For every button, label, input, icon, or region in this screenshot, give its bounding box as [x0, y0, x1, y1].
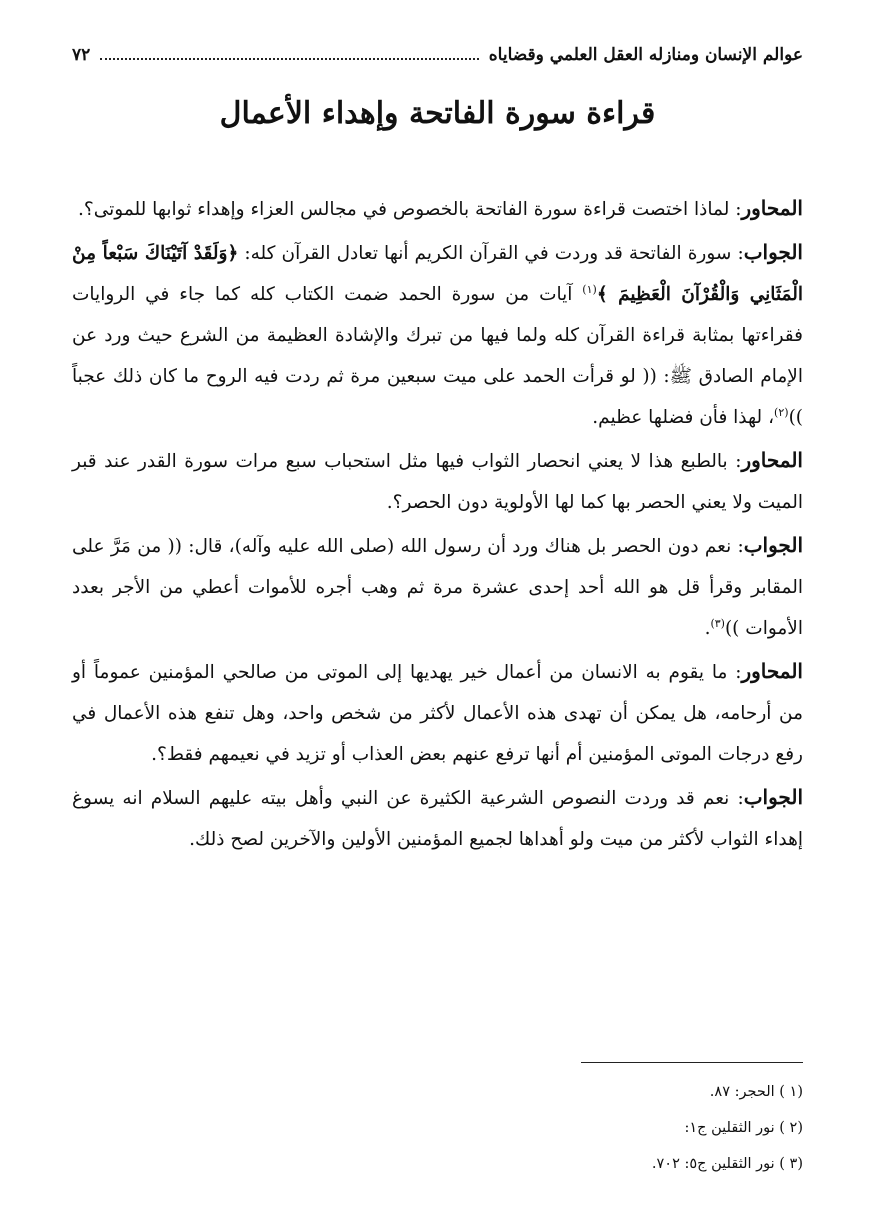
paragraph-question-2 [72, 440, 803, 523]
speaker-label: المحاور [741, 659, 803, 683]
footnote-3: (٣ ) نور الثقلين ج٥: ٧٠٢. [651, 1156, 803, 1172]
body-text [72, 188, 803, 862]
paragraph-text: آيات من سورة الحمد ضمت الكتاب كله كما جاء في الروايات فقراءتها بمثابة قراءة القرآن كله ولما فيها من تبرك والإشادة العظيمة من الشرع حيث ورد عن الإمام الصادق ﷺ: (( لو قرأت الحمد على ميت سبعين مرة ثم ردت فيه الروح ما كان ذلك عجباً )) [72, 284, 803, 428]
paragraph-text: : نعم دون الحصر بل هناك ورد أن رسول الله (صلى الله عليه وآله)، قال: (( من مَرَّ على المقابر وقرأ قل هو الله أحد إحدى عشرة مرة ثم وهب أجره للأموات أعطي من الأجر بعدد الأموات )) [72, 536, 803, 639]
paragraph-question-1 [72, 188, 803, 230]
paragraph-text: : لماذا اختصت قراءة سورة الفاتحة بالخصوص في مجالس العزاء وإهداء ثوابها للموتى؟. [78, 199, 742, 220]
footnote-ref: (٢) [774, 405, 789, 419]
footnote-ref: (١) [582, 282, 597, 296]
paragraph-answer-1 [72, 232, 803, 438]
paragraph-text: : نعم قد وردت النصوص الشرعية الكثيرة عن النبي وأهل بيته عليهم السلام انه يسوغ إهداء الثواب لأكثر من ميت ولو أهداها لجميع المؤمنين الأولين والآخرين لصح ذلك. [72, 788, 803, 850]
paragraph-text: : سورة الفاتحة قد وردت في القرآن الكريم أنها تعادل القرآن كله: [238, 243, 744, 264]
footnote-separator [581, 1062, 803, 1063]
running-header [72, 38, 803, 72]
speaker-label: المحاور [741, 448, 803, 472]
footnote-2: (٢ ) نور الثقلين ج١: [684, 1120, 803, 1136]
paragraph-text: : ما يقوم به الانسان من أعمال خير يهديها إلى الموتى من صالحي المؤمنين عموماً أو من أرحامه، هل يمكن أن تهدى هذه الأعمال لأكثر من شخص واحد، وهل تنفع هذه الأعمال في رفع درجات الموتى المؤمنين أم أنها ترفع عنهم بعض العذاب أو تزيد في نعيمهم فقط؟. [72, 662, 803, 765]
header-title: عوالم الإنسان ومنازله العقل العلمي وقضاياه [488, 45, 803, 65]
paragraph-answer-3 [72, 777, 803, 860]
paragraph-text: : بالطبع هذا لا يعني انحصار الثواب فيها مثل استحباب سبع مرات سورة القدر عند قبر الميت ولا يعني الحصر بها كما لها الأولوية دون الحصر؟. [72, 451, 803, 513]
footnotes [72, 1074, 803, 1182]
chapter-title: قراءة سورة الفاتحة وإهداء الأعمال [219, 96, 656, 131]
paragraph-text: ، لهذا فأن فضلها عظيم. [592, 407, 775, 428]
speaker-label: المحاور [741, 196, 803, 220]
footnote-1: (١ ) الحجر: ٨٧. [709, 1084, 803, 1100]
speaker-label: الجواب [743, 785, 803, 809]
speaker-label: الجواب [743, 240, 803, 264]
paragraph-question-3 [72, 651, 803, 775]
page-number: ٧٢ [72, 45, 91, 65]
header-dot-leader [100, 58, 479, 60]
quran-verse: ﴿وَلَقَدْ آتَيْنَاكَ سَبْعاً مِنْ الْمَثَانِي وَالْقُرْآنَ الْعَظِيمَ ﴾ [72, 243, 804, 305]
paragraph-answer-2 [72, 525, 803, 649]
footnote-ref: (٣) [710, 616, 725, 630]
speaker-label: الجواب [743, 533, 803, 557]
paragraph-text: . [704, 618, 711, 639]
